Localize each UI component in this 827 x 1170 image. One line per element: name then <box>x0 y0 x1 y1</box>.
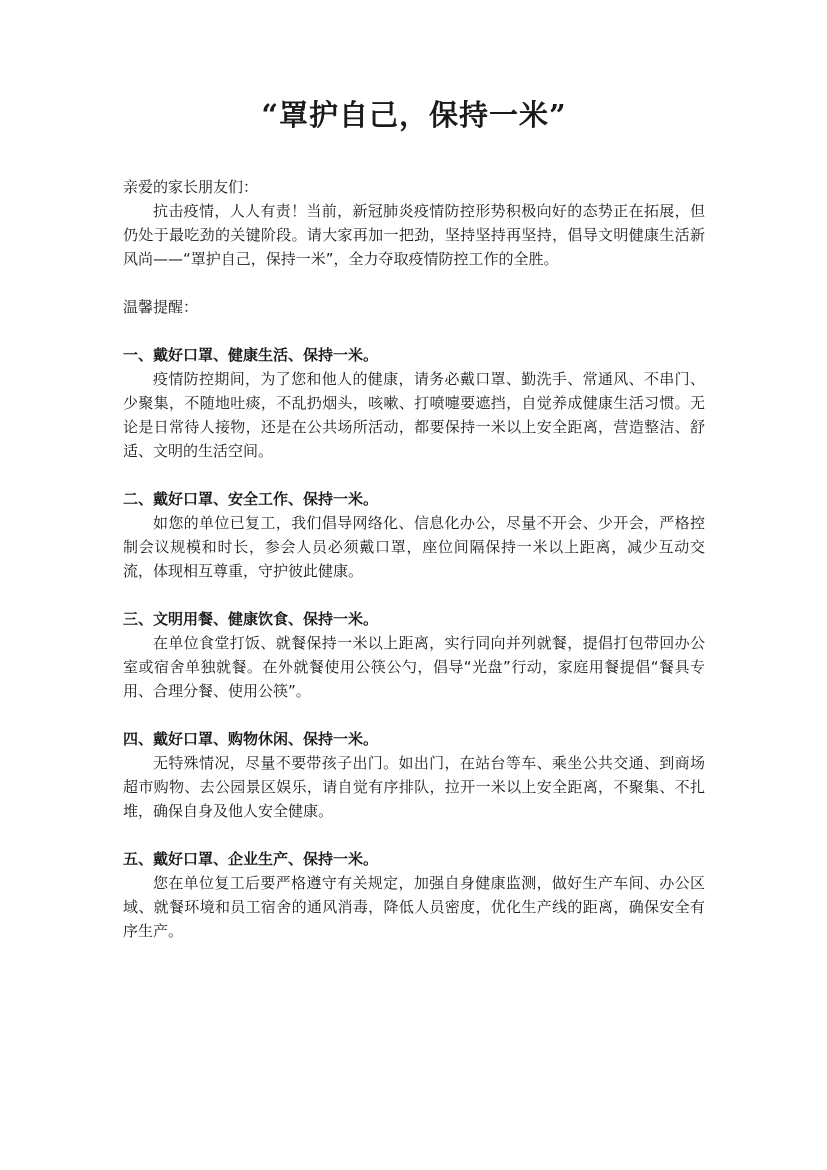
spacer <box>123 319 705 343</box>
document-title: “罩护自己，保持一米” <box>261 98 567 132</box>
section-body: 在单位食堂打饭、就餐保持一米以上距离，实行同向并列就餐，提倡打包带回办公室或宿舍单独就餐。在外就餐使用公筷公勺，倡导“光盘”行动，家庭用餐提倡“餐具专用、合理分餐、使用公筷”。 <box>123 634 705 700</box>
section-2 <box>123 487 705 583</box>
document-page <box>123 95 705 943</box>
spacer <box>123 271 705 295</box>
section-body: 疫情防控期间，为了您和他人的健康，请务必戴口罩、勤洗手、常通风、不串门、少聚集，不随地吐痰，不乱扔烟头，咳嗽、打喷嚏要遮挡，自觉养成健康生活习惯。无论是日常待人接物，还是在公共场所活动，都要保持一米以上安全距离，营造整洁、舒适、文明的生活空间。 <box>123 370 705 460</box>
section-heading: 五、戴好口罩、企业生产、保持一米。 <box>123 850 379 868</box>
section-4 <box>123 727 705 823</box>
section-heading: 四、戴好口罩、购物休闲、保持一米。 <box>123 730 379 748</box>
section-body: 无特殊情况，尽量不要带孩子出门。如出门，在站台等车、乘坐公共交通、到商场超市购物、去公园景区娱乐，请自觉有序排队，拉开一米以上安全距离，不聚集、不扎堆，确保自身及他人安全健康。 <box>123 754 705 820</box>
greeting: 亲爱的家长朋友们： <box>123 178 259 196</box>
section-body: 您在单位复工后要严格遵守有关规定，加强自身健康监测，做好生产车间、办公区域、就餐环境和员工宿舍的通风消毒，降低人员密度，优化生产线的距离，确保安全有序生产。 <box>123 874 705 940</box>
intro-paragraph: 抗击疫情，人人有责！当前，新冠肺炎疫情防控形势积极向好的态势正在拓展，但仍处于最吃劲的关键阶段。请大家再加一把劲，坚持坚持再坚持，倡导文明健康生活新风尚——“罩护自己，保持一米”，全力夺取疫情防控工作的全胜。 <box>123 202 705 268</box>
reminder-label: 温馨提醒： <box>123 298 199 316</box>
section-body: 如您的单位已复工，我们倡导网络化、信息化办公，尽量不开会、少开会，严格控制会议规模和时长，参会人员必须戴口罩，座位间隔保持一米以上距离，减少互动交流，体现相互尊重，守护彼此健康。 <box>123 514 705 580</box>
section-3 <box>123 607 705 703</box>
section-5 <box>123 847 705 943</box>
section-heading: 二、戴好口罩、安全工作、保持一米。 <box>123 490 379 508</box>
section-heading: 三、文明用餐、健康饮食、保持一米。 <box>123 610 379 628</box>
section-heading: 一、戴好口罩、健康生活、保持一米。 <box>123 346 379 364</box>
section-1 <box>123 343 705 463</box>
